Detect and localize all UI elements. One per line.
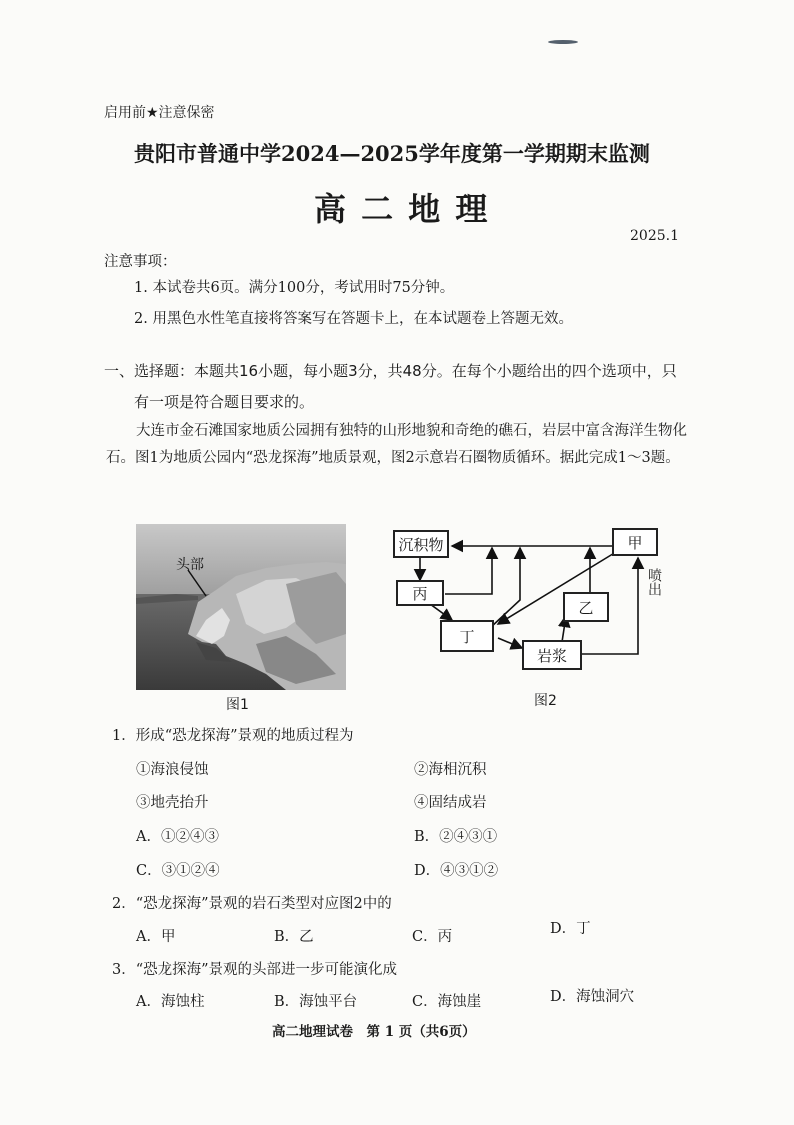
section-heading: 一、选择题：本题共16小题，每小题3分，共48分。在每个小题给出的四个选项中，只 bbox=[104, 362, 677, 380]
node-sediment: 沉积物 bbox=[393, 530, 449, 558]
q1-option-b: B．②④③① bbox=[414, 829, 498, 845]
q1-process-1: ①海浪侵蚀 bbox=[136, 762, 209, 778]
q3-option-a: A．海蚀柱 bbox=[136, 994, 205, 1010]
q2-option-d: D．丁 bbox=[550, 921, 591, 937]
q2-option-a: A．甲 bbox=[136, 929, 176, 945]
question-intro: 大连市金石滩国家地质公园拥有独特的山形地貌和奇绝的礁石，岩层中富含海洋生物化石。图1为地质公园内“恐龙探海”地质景观，图2示意岩石圈物质循环。据此完成1～3题。 bbox=[106, 423, 687, 466]
q3-option-c: C．海蚀崖 bbox=[412, 994, 482, 1010]
scan-smudge bbox=[548, 40, 578, 44]
question-3-stem: 3．“恐龙探海”景观的头部进一步可能演化成 bbox=[112, 962, 398, 978]
question-2-stem: 2．“恐龙探海”景观的岩石类型对应图2中的 bbox=[112, 896, 392, 912]
figure1-head-pointer bbox=[180, 566, 240, 606]
q3-option-b: B．海蚀平台 bbox=[274, 994, 358, 1010]
q1-option-a: A．①②④③ bbox=[136, 829, 219, 845]
figure1-photo bbox=[136, 524, 346, 690]
figure1-caption: 图1 bbox=[226, 697, 249, 713]
eruption-label: 喷出 bbox=[646, 568, 662, 596]
notice-title: 注意事项： bbox=[104, 254, 177, 270]
q1-option-d: D．④③①② bbox=[414, 863, 499, 879]
page-footer: 高二地理试卷 第 1 页（共6页） bbox=[272, 1024, 476, 1040]
q2-option-c: C．丙 bbox=[412, 929, 453, 945]
node-jia: 甲 bbox=[612, 528, 658, 556]
q1-option-c: C．③①②④ bbox=[136, 863, 220, 879]
node-ding: 丁 bbox=[440, 620, 494, 652]
node-magma: 岩浆 bbox=[522, 640, 582, 670]
q2-option-b: B．乙 bbox=[274, 929, 314, 945]
question-1-stem: 1．形成“恐龙探海”景观的地质过程为 bbox=[112, 728, 354, 744]
confidential-note: 启用前★注意保密 bbox=[104, 105, 215, 121]
node-yi: 乙 bbox=[563, 592, 609, 622]
exam-date: 2025.1 bbox=[630, 228, 679, 244]
exam-title: 贵阳市普通中学2024—2025学年度第一学期期末监测 bbox=[134, 141, 650, 166]
q3-option-d: D．海蚀洞穴 bbox=[550, 989, 635, 1005]
notice-item-2: 2. 用黑色水性笔直接将答案写在答题卡上，在本试题卷上答题无效。 bbox=[134, 311, 573, 327]
node-bing: 丙 bbox=[396, 580, 444, 606]
q1-process-4: ④固结成岩 bbox=[414, 795, 487, 811]
notice-item-1: 1. 本试卷共6页。满分100分，考试用时75分钟。 bbox=[134, 280, 455, 296]
figure2-caption: 图2 bbox=[534, 693, 557, 709]
q1-process-2: ②海相沉积 bbox=[414, 762, 487, 778]
subject-title: 高 二 地 理 bbox=[314, 190, 490, 228]
q1-process-3: ③地壳抬升 bbox=[136, 795, 209, 811]
section-heading-cont: 有一项是符合题目要求的。 bbox=[134, 393, 315, 411]
figure1-head-label: 头部 bbox=[176, 557, 204, 573]
